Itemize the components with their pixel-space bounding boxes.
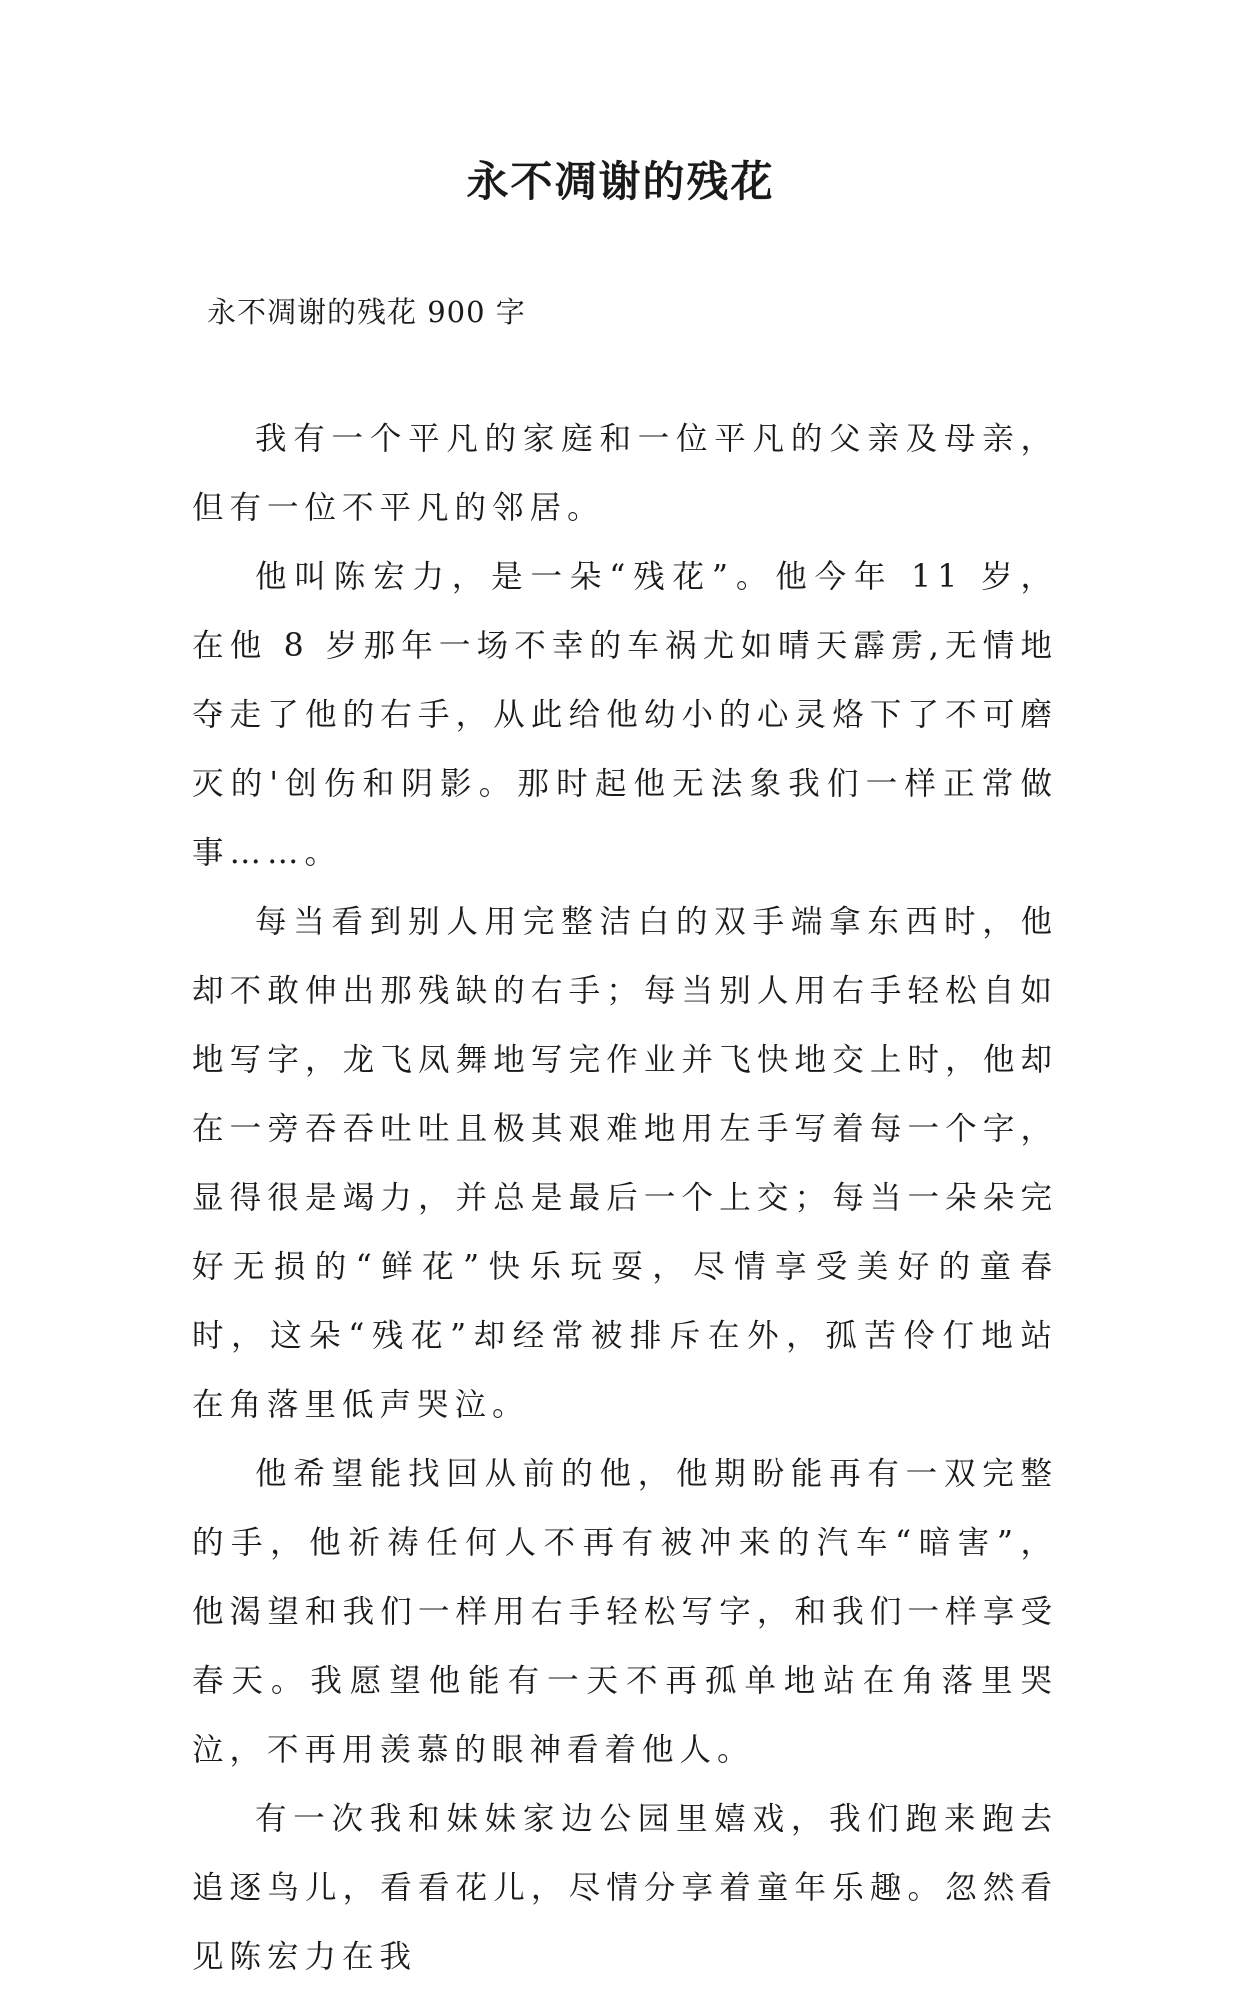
paragraph: 有一次我和妹妹家边公园里嬉戏，我们跑来跑去追逐鸟儿，看看花儿，尽情分享着童年乐趣。忽然看见陈宏力在我 [192, 1801, 1058, 1975]
paragraph: 我有一个平凡的家庭和一位平凡的父亲及母亲，但有一位不平凡的邻居。 [192, 421, 1058, 526]
document-subtitle: 永不凋谢的残花 900 字 [207, 295, 526, 329]
paragraph: 每当看到别人用完整洁白的双手端拿东西时，他却不敢伸出那残缺的右手；每当别人用右手轻松自如地写字，龙飞凤舞地写完作业并飞快地交上时，他却在一旁吞吞吐吐且极其艰难地用左手写着每一个字，显得很是竭力，并总是最后一个上交；每当一朵朵完好无损的“鲜花”快乐玩耍，尽情享受美好的童春时，这朵“残花”却经常被排斥在外，孤苦伶仃地站在角落里低声哭泣。 [192, 904, 1058, 1423]
document-title: 永不凋谢的残花 [466, 157, 775, 206]
paragraph: 他叫陈宏力，是一朵“残花”。他今年 11 岁，在他 8 岁那年一场不幸的车祸尤如晴天霹雳,无情地夺走了他的右手，从此给他幼小的心灵烙下了不可磨灭的'创伤和阴影。那时起他无法象我们一样正常做事……。 [192, 559, 1058, 871]
paragraph: 他希望能找回从前的他，他期盼能再有一双完整的手，他祈祷任何人不再有被冲来的汽车“暗害”，他渴望和我们一样用右手轻松写字，和我们一样享受春天。我愿望他能有一天不再孤单地站在角落里哭泣，不再用羡慕的眼神看着他人。 [192, 1456, 1058, 1768]
